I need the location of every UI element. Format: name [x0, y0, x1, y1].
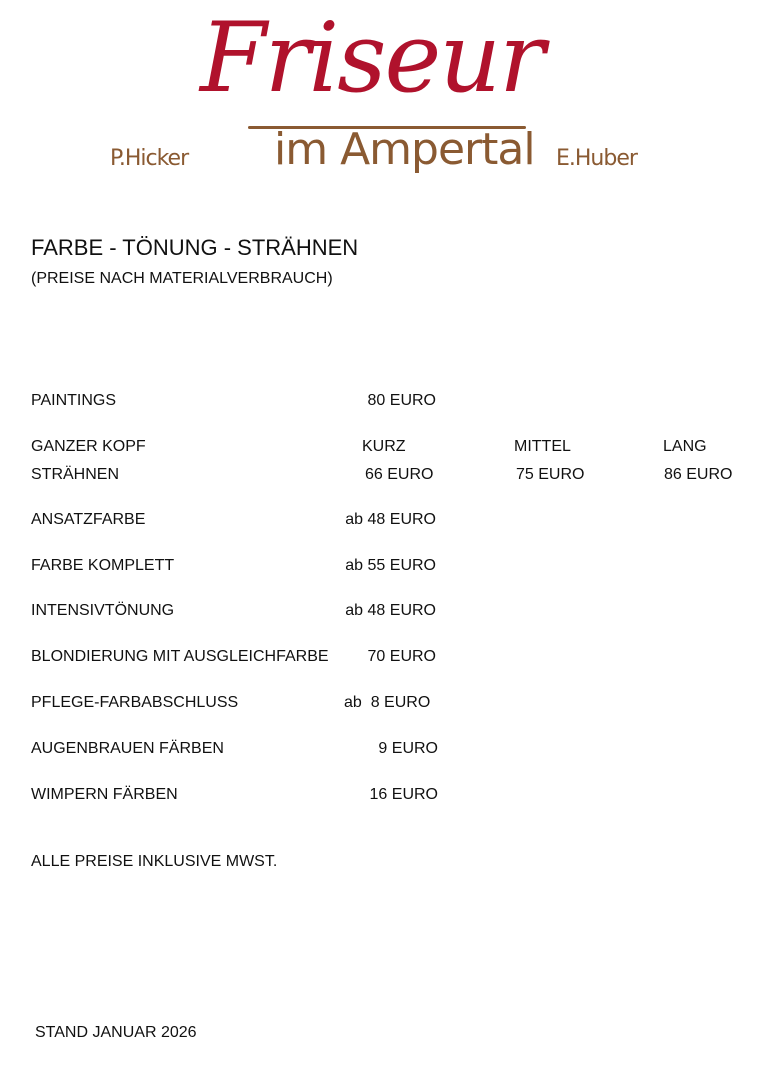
- ansatzfarbe-label: ANSATZFARBE: [31, 511, 146, 528]
- paintings-label: PAINTINGS: [31, 392, 117, 409]
- augenbrauen-label: AUGENBRAUEN FÄRBEN: [31, 740, 224, 757]
- column-kurz: KURZ: [362, 438, 406, 455]
- blondierung-label: BLONDIERUNG MIT AUSGLEICHFARBE: [31, 648, 329, 665]
- intensivtoenung-price: ab 48 EURO: [345, 602, 436, 619]
- straehnen-price-kurz: 66 EURO: [365, 466, 434, 483]
- farbe-komplett-price: ab 55 EURO: [345, 557, 436, 574]
- straehnen-label: STRÄHNEN: [31, 466, 120, 483]
- tax-note: ALLE PREISE INKLUSIVE MWST.: [31, 853, 278, 870]
- page-title: FARBE - TÖNUNG - STRÄHNEN: [31, 235, 359, 260]
- wimpern-label: WIMPERN FÄRBEN: [31, 786, 178, 803]
- logo-right-name: E.Huber: [556, 146, 637, 171]
- page-subtitle: (PREISE NACH MATERIALVERBRAUCH): [31, 270, 333, 287]
- straehnen-price-lang: 86 EURO: [664, 466, 733, 483]
- pflege-label: PFLEGE-FARBABSCHLUSS: [31, 694, 239, 711]
- straehnen-price-mittel: 75 EURO: [516, 466, 585, 483]
- intensivtoenung-label: INTENSIVTÖNUNG: [31, 602, 175, 619]
- logo-subtitle: im Ampertal: [274, 124, 535, 175]
- pflege-price: ab 8 EURO: [344, 694, 431, 711]
- ganzer-kopf-label: GANZER KOPF: [31, 438, 146, 455]
- augenbrauen-price: 9 EURO: [378, 740, 438, 757]
- blondierung-price: 70 EURO: [367, 648, 436, 665]
- logo-brand: Friseur: [200, 2, 543, 114]
- column-lang: LANG: [663, 438, 707, 455]
- farbe-komplett-label: FARBE KOMPLETT: [31, 557, 175, 574]
- column-mittel: MITTEL: [514, 438, 571, 455]
- stand-date: STAND JANUAR 2026: [35, 1024, 197, 1041]
- ansatzfarbe-price: ab 48 EURO: [345, 511, 436, 528]
- logo-left-name: P.Hicker: [110, 146, 189, 171]
- paintings-price: 80 EURO: [367, 392, 436, 409]
- wimpern-price: 16 EURO: [369, 786, 438, 803]
